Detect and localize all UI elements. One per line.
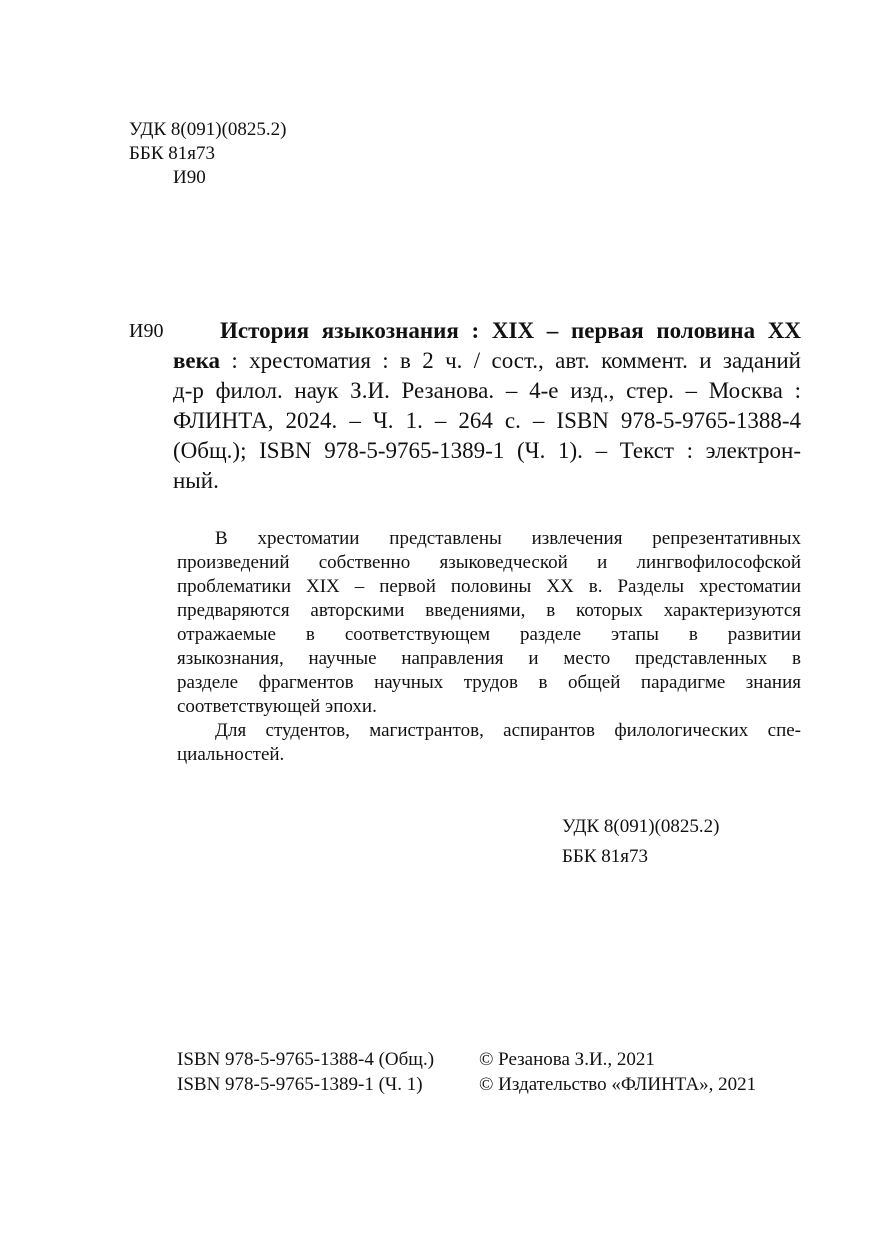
copyright-row [177,1047,756,1072]
audience-line: циальностей. [177,744,285,765]
abstract-line: языкознания, научные направления и место представленных в [177,648,801,669]
footer-udk: УДК 8(091)(0825.2) [562,816,720,837]
entry-line-5: (Общ.); ISBN 978-5-9765-1389-1 (Ч. 1). – Текст : электрон- [173,438,801,463]
header-udk: УДК 8(091)(0825.2) [129,119,287,140]
abstract-line: предваряются авторскими введениями, в которых характеризуются [177,600,801,621]
entry-line-6: ный. [173,468,219,493]
entry-line-2 [173,346,801,376]
bibliographic-entry [173,316,801,496]
isbn-general: ISBN 978-5-9765-1388-4 (Общ.) [177,1049,435,1070]
abstract-line: проблематики XIX – первой половины XX в. Разделы хрестоматии [177,576,801,597]
entry-line-2-text: : хрестоматия : в 2 ч. / сост., авт. коммент. и заданий [220,348,801,373]
entry-title-line-1 [173,316,801,346]
copyright-block [177,1047,756,1097]
copyright-author: © Резанова З.И., 2021 [479,1049,655,1070]
copyright-publisher: © Издательство «ФЛИНТА», 2021 [479,1074,757,1095]
entry-author-sign: И90 [129,320,164,342]
abstract-line: разделе фрагментов научных трудов в общей парадигме знания [177,672,801,693]
header-classification [129,118,286,190]
audience-line: Для студентов, магистрантов, аспирантов филологических спе- [215,720,801,741]
abstract-line: соответствующей эпохи. [177,696,377,717]
footer-bbk: ББК 81я73 [562,846,648,867]
copyright-row [177,1072,756,1097]
isbn-part-1: ISBN 978-5-9765-1389-1 (Ч. 1) [177,1074,423,1095]
entry-title-end: века [173,348,221,373]
header-bbk: ББК 81я73 [129,143,215,164]
entry-line-3: д-р филол. наук З.И. Резанова. – 4-е изд., стер. – Москва : [173,378,801,403]
abstract-line: отражаемые в соответствующем разделе этапы в развитии [177,624,801,645]
footer-classification [562,812,719,872]
abstract-line: В хрестоматии представлены извлечения репрезентативных [215,528,801,549]
header-author-sign: И90 [173,167,206,188]
entry-line-4: ФЛИНТА, 2024. – Ч. 1. – 264 с. – ISBN 978-5-9765-1388-4 [173,408,801,433]
abstract-line: произведений собственно языковедческой и лингвофилософской [177,552,801,573]
abstract [177,527,801,767]
entry-title: История языкознания : XIX – первая половина XX [220,318,801,343]
